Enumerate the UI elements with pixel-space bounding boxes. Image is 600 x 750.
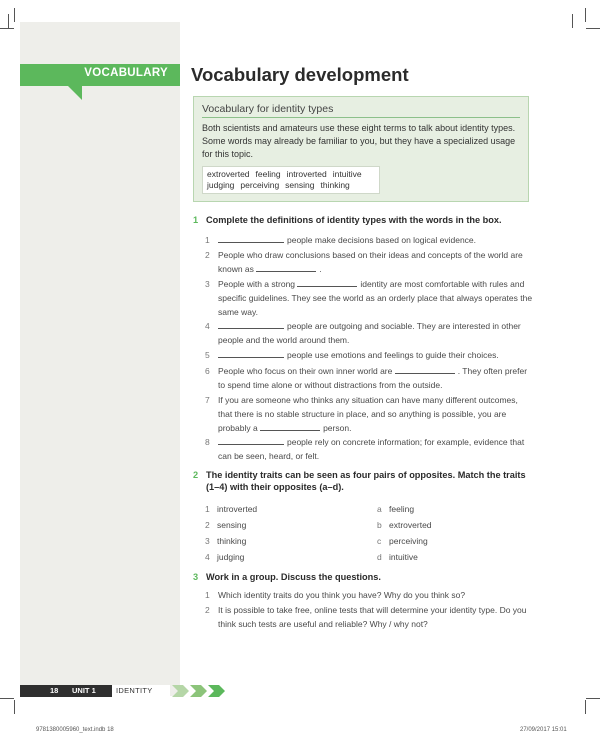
- box-divider: [202, 117, 520, 118]
- print-slug-file: 9781380005960_text.indb 18: [36, 727, 114, 733]
- opposite-item: d intuitive: [377, 552, 418, 562]
- tab-notch: [68, 86, 82, 100]
- section-label: VOCABULARY: [84, 67, 168, 79]
- print-slug-date: 27/09/2017 15:01: [520, 727, 567, 733]
- answer-blank[interactable]: [260, 421, 320, 431]
- section-tab: [20, 64, 180, 86]
- box-text: Both scientists and amateurs use these eight terms to talk about identity types. Some words may already be familiar to you, but they have a specialized usage for this topic.: [202, 123, 516, 159]
- word: introverted: [286, 169, 327, 179]
- answer-blank[interactable]: [297, 277, 357, 287]
- crop-mark: [14, 8, 15, 22]
- crop-mark: [0, 698, 14, 699]
- answer-blank[interactable]: [218, 435, 284, 445]
- word: perceiving: [240, 180, 280, 190]
- question-number: 1: [193, 215, 199, 225]
- crop-mark: [586, 698, 600, 699]
- word: thinking: [320, 180, 350, 190]
- answer-blank[interactable]: [256, 262, 316, 272]
- answer-blank[interactable]: [218, 319, 284, 329]
- word-row: [207, 180, 356, 191]
- trait-item: 4 judging: [205, 552, 245, 562]
- question-text: Complete the definitions of identity types with the words in the box.: [206, 215, 502, 225]
- answer-blank[interactable]: [218, 233, 284, 243]
- opposite-item: c perceiving: [377, 536, 428, 546]
- word-row: [207, 169, 368, 180]
- answer-blank[interactable]: [218, 348, 284, 358]
- question-text: Work in a group. Discuss the questions.: [206, 572, 381, 582]
- word: intuitive: [332, 169, 362, 179]
- word: sensing: [285, 180, 315, 190]
- page-number: 18: [50, 686, 59, 695]
- vocabulary-box: [193, 96, 529, 202]
- crop-mark: [585, 8, 586, 22]
- word-box: [202, 166, 380, 194]
- chevron-arrows-icon: [172, 685, 230, 697]
- crop-mark: [14, 700, 15, 714]
- opposite-item: a feeling: [377, 504, 415, 514]
- word: judging: [207, 180, 235, 190]
- trait-item: 1 introverted: [205, 504, 258, 514]
- box-heading: Vocabulary for identity types: [202, 103, 334, 115]
- crop-mark: [585, 700, 586, 714]
- page-title: Vocabulary development: [191, 64, 409, 85]
- trait-item: 3 thinking: [205, 536, 247, 546]
- question-number: 2: [193, 470, 199, 480]
- question-text: The identity traits can be seen as four pairs of opposites. Match the traits (1–4) with their opposites (a–d).: [206, 470, 526, 492]
- topic-label: IDENTITY: [116, 686, 153, 695]
- crop-mark: [8, 14, 9, 28]
- trait-item: 2 sensing: [205, 520, 247, 530]
- word: feeling: [255, 169, 281, 179]
- opposite-item: b extroverted: [377, 520, 432, 530]
- footer-topic: [112, 685, 170, 697]
- margin-shade: [20, 22, 180, 696]
- question-number: 3: [193, 572, 199, 582]
- crop-mark: [572, 14, 573, 28]
- answer-blank[interactable]: [395, 364, 455, 374]
- crop-mark: [586, 28, 600, 29]
- unit-label: UNIT 1: [72, 686, 96, 695]
- word: extroverted: [207, 169, 250, 179]
- crop-mark: [0, 28, 14, 29]
